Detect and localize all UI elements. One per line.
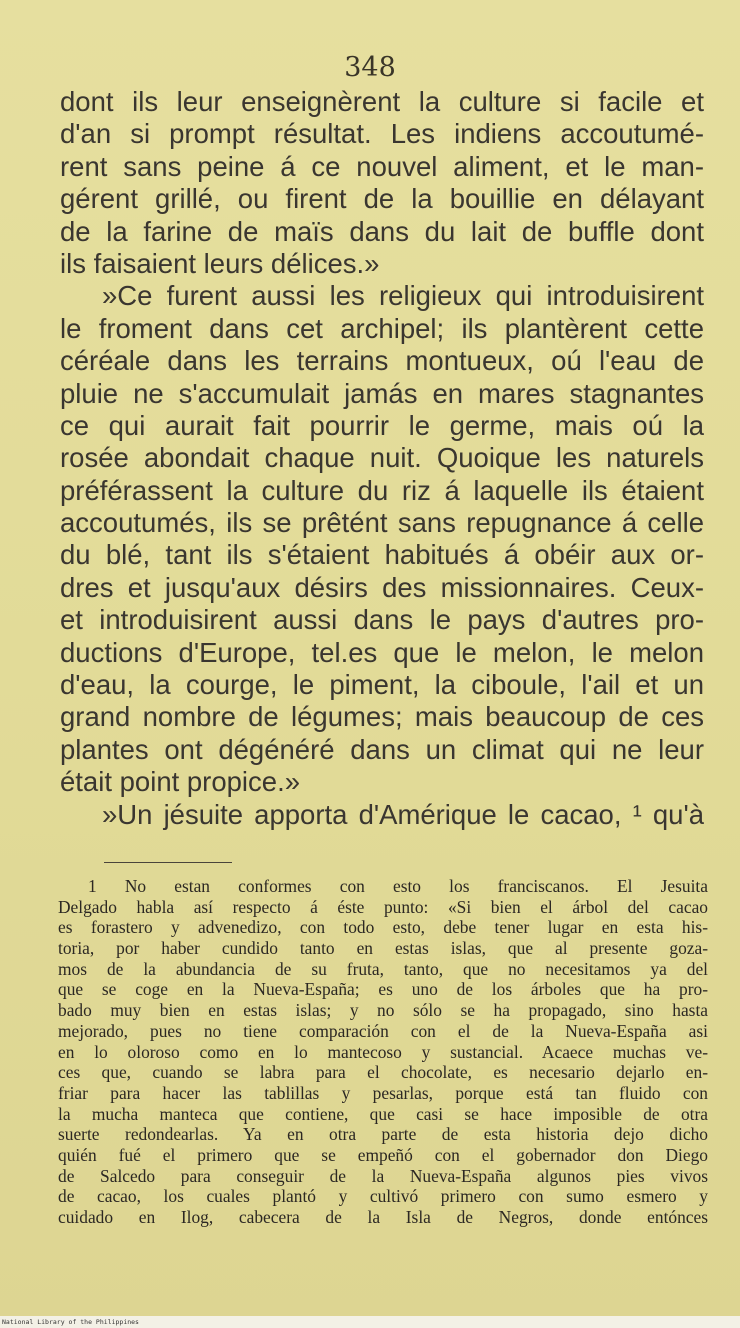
body-line: »Un jésuite apporta d'Amérique le cacao, ¹ qu'à xyxy=(102,798,704,830)
footnote-divider xyxy=(104,862,232,863)
body-line: gérent grillé, ou firent de la bouillie en délayant xyxy=(60,183,704,215)
body-line: plantes ont dégénéré dans un climat qui ne leur xyxy=(60,733,704,765)
footnote-line: Delgado habla así respecto á éste punto: «Si bien el árbol del cacao xyxy=(58,896,708,917)
body-line: rent sans peine á ce nouvel aliment, et le man- xyxy=(60,150,704,182)
body-line: et introduisirent aussi dans le pays d'autres pro- xyxy=(60,604,704,636)
body-line: pluie ne s'accumulait jamás en mares stagnantes xyxy=(60,377,704,409)
footnotes xyxy=(58,876,708,1228)
footnote-line: mos de la abundancia de su fruta, tanto, que no necesitamos ya del xyxy=(58,958,708,979)
footnote-line: suerte redondearlas. Ya en otra parte de esta historia dejo dicho xyxy=(58,1124,708,1145)
body-line: accoutumés, ils se prêtént sans repugnance á celle xyxy=(60,507,704,539)
footnote-line: quién fué el primero que se empeñó con el gobernador don Diego xyxy=(58,1144,708,1165)
body-line: d'an si prompt résultat. Les indiens accoutumé- xyxy=(60,118,704,150)
body-line: du blé, tant ils s'étaient habitués á obéir aux or- xyxy=(60,539,704,571)
footnote-line: mejorado, pues no tiene comparación con el de la Nueva-España asi xyxy=(58,1020,708,1041)
body-line: »Ce furent aussi les religieux qui introduisirent xyxy=(102,280,704,312)
body-line: ductions d'Europe, tel.es que le melon, le melon xyxy=(60,636,704,668)
footnote-line: bado muy bien en estas islas; y no sólo se ha propagado, sino hasta xyxy=(58,1000,708,1021)
body-line: d'eau, la courge, le piment, la ciboule, l'ail et un xyxy=(60,669,704,701)
footnote-line: de Salcedo para conseguir de la Nueva-España algunos pies vivos xyxy=(58,1165,708,1186)
body-text xyxy=(60,86,704,831)
footnote-line: 1 No estan conformes con esto los franciscanos. El Jesuita xyxy=(88,876,708,896)
footnote-line: es forastero y advenedizo, con todo esto, debe tener lugar en esta his- xyxy=(58,917,708,938)
footnote-line: que se coge en la Nueva-España; es uno de los árboles que ha pro- xyxy=(58,979,708,1000)
body-line: dont ils leur enseignèrent la culture si facile et xyxy=(60,86,704,117)
body-line: de la farine de maïs dans du lait de buffle dont xyxy=(60,215,704,247)
body-line: dres et jusqu'aux désirs des missionnaires. Ceux- xyxy=(60,571,704,603)
page-number: 348 xyxy=(344,52,396,83)
library-watermark: National Library of the Philippines xyxy=(2,1318,139,1326)
body-line: était point propice.» xyxy=(60,766,301,798)
body-line: préférassent la culture du riz á laquelle ils étaient xyxy=(60,474,704,506)
body-line: le froment dans cet archipel; ils plantèrent cette xyxy=(60,312,704,344)
body-line: céréale dans les terrains montueux, oú l'eau de xyxy=(60,345,704,377)
footnote-line: friar para hacer las tablillas y pesarlas, porque está tan fluido con xyxy=(58,1082,708,1103)
footnote-line: toria, por haber cundido tanto en estas islas, que al presente goza- xyxy=(58,938,708,959)
body-line: ce qui aurait fait pourrir le germe, mais oú la xyxy=(60,409,704,441)
footnote-line: de cacao, los cuales plantó y cultivó primero con sumo esmero y xyxy=(58,1186,708,1207)
body-line: grand nombre de légumes; mais beaucoup de ces xyxy=(60,701,704,733)
body-line: ils faisaient leurs délices.» xyxy=(60,247,380,279)
footnote-line: ces que, cuando se labra para el chocolate, es necesario dejarlo en- xyxy=(58,1062,708,1083)
body-line: rosée abondait chaque nuit. Quoique les naturels xyxy=(60,442,704,474)
footnote-line: cuidado en Ilog, cabecera de la Isla de Negros, donde entónces xyxy=(58,1207,708,1227)
footnote-line: la mucha manteca que contiene, que casi se hace imposible de otra xyxy=(58,1103,708,1124)
footnote-line: en lo oloroso como en lo mantecoso y sustancial. Acaece muchas ve- xyxy=(58,1041,708,1062)
